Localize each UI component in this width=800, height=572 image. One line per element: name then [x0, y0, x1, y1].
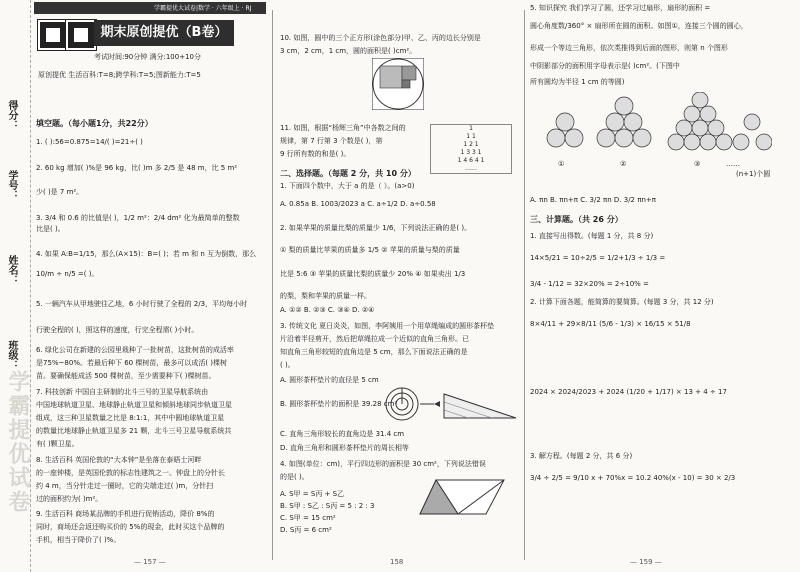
question-4-cont: 10/m ÷ n/5 =( )。	[36, 270, 99, 278]
question-7: 7. 科技创新 中国自主研制的北斗三号的卫星导航系统由	[36, 388, 209, 396]
calc-2-row-1: 8×4/11 + 29×8/11 (5/6 - 1/3) × 16/15 × 51/8	[530, 320, 691, 328]
question-1: 1. ( ):56=0.875=14/( )=21÷( )	[36, 138, 143, 146]
question-5-fan-options: A. πn B. πn+π C. 3/2 πn D. 3/2 πn+π	[530, 196, 656, 204]
question-11-cont: 9 行所有数的和是( )。	[280, 150, 351, 158]
qr-code-icon	[66, 20, 96, 50]
figure-label-1: ①	[558, 160, 565, 168]
choice-4-option-c: C. S甲 = 15 cm²	[280, 514, 336, 522]
name-label: 姓名：	[6, 255, 17, 285]
choice-2-options: A. ①② B. ②③ C. ③④ D. ②④	[280, 306, 375, 314]
choice-3-option-d: D. 直角三角形和圆形茶杯垫片的周长相等	[280, 444, 409, 452]
question-8-cont: 约 4 m，当分针走过一圈时，它的尖端走过( )m，分针扫	[36, 482, 214, 490]
qr-code-icon	[38, 20, 68, 50]
choice-2-cont: 比是 5:6 ③ 苹果的质量比梨的质量少 20% ④ 如果卖出 1/3	[280, 270, 466, 278]
question-11: 11. 如图，根据“杨辉三角”中各数之间的	[280, 124, 406, 132]
exam-note: 原创提优 生活百科:T=8;跨学科:T=5;图新能力:T=5	[38, 71, 201, 79]
question-2: 2. 60 kg 增加( )%是 96 kg，比( )m 多 2/5 是 48 m，比 5 m²	[36, 164, 238, 172]
column-1	[34, 0, 266, 572]
figure-label-etc: ……	[726, 160, 740, 168]
question-5-fan: 5. 知识探究 我们学习了圆，还学习过扇形，扇形的面积 =	[530, 4, 711, 12]
question-7-cont: 中国地球轨道卫星、地球静止轨道卫星和倾斜地球同步轨道卫星	[36, 401, 232, 409]
question-2-cont: 少( )是 7 m²。	[36, 188, 84, 196]
question-6-cont: 是75%~80%。若最后种下 60 棵树苗，最多可以成活( )棵树	[36, 359, 228, 367]
question-6-cont: 苗。要确保能成活 500 棵树苗，至少需要种下( )棵树苗。	[36, 372, 216, 380]
binding-margin	[0, 0, 31, 572]
pascal-row: 1 1	[466, 133, 476, 140]
calc-3: 3. 解方程。(每题 2 分，共 6 分)	[530, 452, 633, 460]
pascal-row: 1 2 1	[463, 141, 479, 148]
section-title-calc: 三、计算题。（共 26 分）	[530, 215, 623, 224]
column-3	[530, 0, 792, 572]
choice-3-option-c: C. 直角三角形较长的直角边是 31.4 cm	[280, 430, 405, 438]
column-divider	[524, 10, 525, 560]
column-divider	[272, 10, 273, 560]
calc-1: 1. 直接写出得数。(每题 1 分，共 8 分)	[530, 232, 654, 240]
question-5-fan-cont: 中阴影部分的面积用字母表示是( )cm²。(下图中	[530, 62, 680, 70]
question-7-cont: 有( )颗卫星。	[36, 440, 79, 448]
calc-2: 2. 计算下面各题，能简算的要简算。(每题 3 分，共 12 分)	[530, 298, 714, 306]
circle-squares-figure	[372, 58, 424, 110]
question-5-fan-cont: 圆心角度数/360° × 扇形所在圆的面积。如图①，连接三个圆的圆心，	[530, 22, 748, 30]
exam-info: 考试时间:90分钟 满分:100+10分	[94, 53, 201, 61]
choice-1: 1. 下面四个数中，大于 a 的是（ ）。(a>0)	[280, 182, 415, 190]
question-5-cont: 行驶全程的( )，照这样的速度，行完全程需( )小时。	[36, 326, 199, 334]
question-3-cont: 比是( )。	[36, 225, 65, 233]
parallelogram-figure	[418, 476, 506, 518]
question-7-cont: 的数量比地球静止轨道卫星多 21 颗，北斗三号卫星导航系统共	[36, 427, 232, 435]
class-label: 班级：	[6, 340, 17, 370]
calc-1-row-1: 14×5/21 = 10÷2/5 = 1/2+1/3 ÷ 1/3 =	[530, 254, 666, 262]
question-9-cont: 手机，相当于降价了( )%。	[36, 536, 121, 544]
choice-1-options: A. 0.85a B. 1003/2023 a C. a÷1/2 D. a÷0.58	[280, 200, 436, 208]
figure-label-n: (n+1)个圆	[736, 170, 771, 178]
circles-pattern-figure	[536, 92, 772, 162]
choice-4: 4. 如图(单位：cm)，平行四边形的面积是 30 cm²，下列说法错误	[280, 460, 486, 468]
choice-3-cont: 知直角三角形较短的直角边是 5 cm，那么下面说法正确的是	[280, 348, 468, 356]
watermark-text: 学霸提优试卷	[5, 370, 30, 514]
choice-4-option-b: B. S甲 : S乙 : S丙 = 5 : 2 : 3	[280, 502, 375, 510]
choice-4-option-a: A. S甲 = S丙 + S乙	[280, 490, 345, 498]
section-title-choice: 二、选择题。（每题 2 分，共 10 分）	[280, 169, 416, 178]
choice-3-cont: 片沿着半径剪开，然后把草绳拉成一个近似的直角三角形。已	[280, 335, 469, 343]
choice-4-option-d: D. S丙 = 6 cm²	[280, 526, 332, 534]
question-5-fan-cont: 所有圆均为半径 1 cm 的等圆)	[530, 78, 625, 86]
choice-3-option-a: A. 圆形茶杯垫片的直径是 5 cm	[280, 376, 379, 384]
choice-3: 3. 传统文化 夏日炎炎，如图，李阿姨用一个用草绳编成的圆形茶杯垫	[280, 322, 495, 330]
score-label: 得分：	[6, 100, 17, 130]
calc-2-row-2: 2024 × 2024/2023 + 2024 (1/20 + 1/17) × 13 + 4 ÷ 17	[530, 388, 727, 396]
choice-3-option-b: B. 圆形茶杯垫片的面积是 39.28 cm²	[280, 400, 398, 408]
question-10: 10. 如图，圆中的三个正方形(涂色部分)甲、乙、丙的边长分别是	[280, 34, 481, 42]
calc-3-row: 3/4 ÷ 2/5 = 9/10 x + 70%x = 10.2 40%(x - 10) = 30 × 2/3	[530, 474, 736, 482]
page-number: — 157 —	[134, 558, 166, 566]
question-5: 5. 一辆汽车从甲地驶往乙地，6 小时行驶了全程的 2/3，平均每小时	[36, 300, 248, 308]
question-8-cont: 的一座钟楼，是英国伦敦的标志性建筑之一。钟盘上的分针长	[36, 469, 225, 477]
exam-title: 期末原创提优（B卷）	[94, 20, 234, 46]
pascal-row: 1	[469, 125, 473, 132]
pascal-row: ……	[465, 165, 477, 172]
choice-2-cont: 的梨，梨和苹果的质量一样。	[280, 292, 371, 300]
figure-label-3: ③	[694, 160, 701, 168]
question-6: 6. 绿化公司在新建的公园里栽种了一批树苗，这批树苗的成活率	[36, 346, 234, 354]
choice-4-cont: 的是( )。	[280, 473, 309, 481]
student-id-label: 学号：	[6, 170, 17, 200]
choice-2-cont: ① 梨的质量比苹果的质量多 1/5 ② 苹果的质量与梨的质量	[280, 246, 460, 254]
question-11-cont: 规律，第 7 行第 3 个数是( )，第	[280, 137, 383, 145]
column-2	[280, 0, 520, 572]
subject-label: 学霸提优大试卷|数学 · 六年级上 · RJ	[154, 5, 252, 12]
choice-2: 2. 如果苹果的质量比梨的质量少 1/6，下列说法正确的是( )。	[280, 224, 472, 232]
question-9: 9. 生活百科 商场某品牌的手机进行促销活动，降价 8%的	[36, 510, 215, 518]
page-number: — 159 —	[630, 558, 662, 566]
question-9-cont: 同时，商场还会返还购买价的 5%的现金，此时买这个品牌的	[36, 523, 225, 531]
pascal-triangle-box	[430, 124, 512, 174]
question-8: 8. 生活百科 英国伦敦的“大本钟”是坐落在泰晤士河畔	[36, 456, 202, 464]
question-4: 4. 如果 A:B=1/15，那么(A×15)：B=( )；若 m 和 n 互为倒数，那么	[36, 250, 257, 258]
page-number: 158	[390, 558, 404, 566]
calc-1-row-2: 3/4 - 1/12 = 32×20% = 2÷10% =	[530, 280, 649, 288]
question-5-fan-cont: 形成一个等边三角形，依次类推得到后面的图形，则第 n 个图形	[530, 44, 728, 52]
pascal-row: 1 3 3 1	[460, 149, 482, 156]
coaster-figure	[380, 374, 518, 424]
section-title-fill: 填空题。（每小题1分，共22分）	[36, 119, 153, 128]
question-3: 3. 3/4 和 0.6 的比值是( )，1/2 m²：2/4 dm² 化为最简单的整数	[36, 214, 240, 222]
pascal-row: 1 4 6 4 1	[457, 157, 485, 164]
question-7-cont: 组成，这三种卫星数量之比是 8:1:1，其中中圆地球轨道卫星	[36, 414, 225, 422]
choice-3-cont: ( )。	[280, 361, 295, 369]
question-10-cont: 3 cm，2 cm，1 cm，圆的面积是( )cm²。	[280, 47, 417, 55]
question-8-cont: 过的面积约为( )m²。	[36, 495, 103, 503]
exam-header	[34, 0, 266, 98]
figure-label-2: ②	[620, 160, 627, 168]
